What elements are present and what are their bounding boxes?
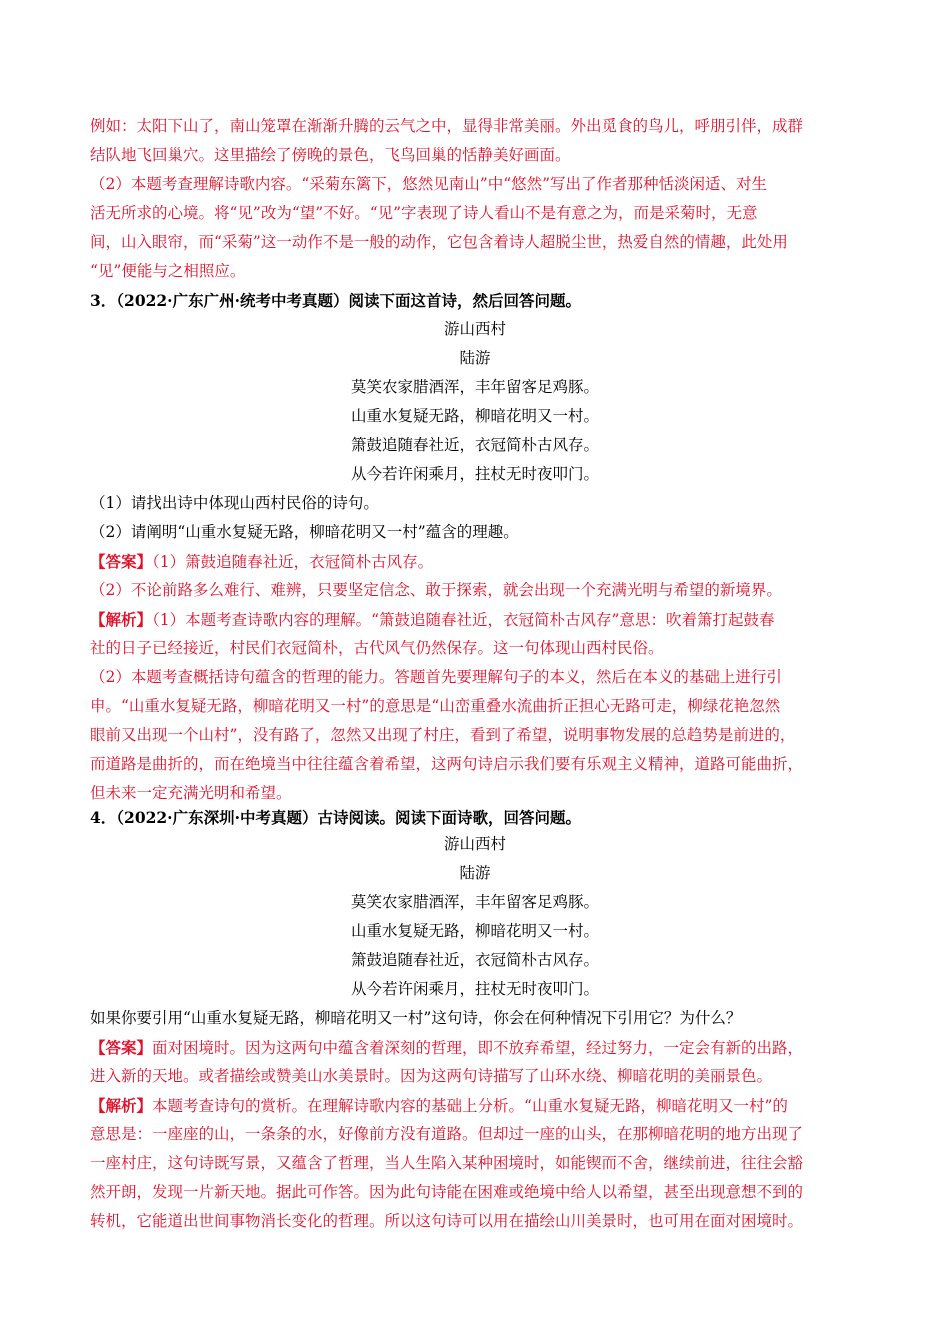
q4-poem-line: 莫笑农家腊酒浑，丰年留客足鸡豚。 — [350, 893, 599, 911]
q3-analysis-text: （1）本题考查诗歌内容的理解。“箫鼓追随春社近，衣冠简朴古风存”意思：吹着箫打起鼓春 — [152, 611, 775, 629]
q3-analysis-line: 社的日子已经接近，村民们衣冠简朴，古代风气仍然保存。这一句体现山西村民俗。 — [90, 639, 664, 657]
q3-analysis — [90, 605, 860, 634]
prev-analysis-line: 活无所求的心境。将“见”改为“望”不好。“见”字表现了诗人看山不是有意之为，而是采菊时，无意 — [90, 204, 758, 222]
q4-poem-line: 箫鼓追随春社近，衣冠简朴古风存。 — [350, 951, 599, 969]
prev-analysis-line: （2）本题考查理解诗歌内容。“采菊东篱下，悠然见南山”中“悠然”写出了作者那种恬淡闲适、对生 — [90, 175, 768, 193]
q4-answer — [90, 1033, 860, 1062]
q3-poem-line: 从今若许闲乘月，拄杖无时夜叩门。 — [350, 465, 599, 483]
q4-poem-line: 从今若许闲乘月，拄杖无时夜叩门。 — [350, 980, 599, 998]
prev-analysis-line: 例如：太阳下山了，南山笼罩在渐渐升腾的云气之中，显得非常美丽。外出觅食的鸟儿，呼朋引伴，成群 — [90, 117, 804, 135]
question-3-header: 3．（2022·广东广州·统考中考真题）阅读下面这首诗，然后回答问题。 — [90, 291, 581, 310]
q4-answer-text: 面对困境时。因为这两句中蕴含着深刻的哲理，即不放弃希望，经过努力，一定会有新的出路， — [152, 1039, 804, 1057]
q3-question-1: （1）请找出诗中体现山西村民俗的诗句。 — [90, 494, 379, 512]
prev-analysis-line: 间，山入眼帘，而“采菊”这一动作不是一般的动作，它包含着诗人超脱尘世，热爱自然的情趣，此处用 — [90, 233, 788, 251]
analysis-tag: 【解析】 — [90, 610, 153, 629]
q4-question: 如果你要引用“山重水复疑无路，柳暗花明又一村”这句诗，你会在何种情况下引用它？为什么？ — [90, 1009, 742, 1027]
answer-tag: 【答案】 — [90, 552, 153, 571]
prev-analysis-line: 结队地飞回巢穴。这里描绘了傍晚的景色，飞鸟回巢的恬静美好画面。 — [90, 146, 571, 164]
q3-poem-line: 莫笑农家腊酒浑，丰年留客足鸡豚。 — [350, 378, 599, 396]
q3-analysis-line: 而道路是曲折的，而在绝境当中往往蕴含着希望，这两句诗启示我们要有乐观主义精神，道路可能曲折， — [90, 755, 804, 773]
q3-analysis-line: 但未来一定充满光明和希望。 — [90, 784, 292, 802]
q3-answer — [90, 547, 860, 576]
q3-poem-line: 箫鼓追随春社近，衣冠简朴古风存。 — [350, 436, 599, 454]
q4-analysis-line: 转机，它能道出世间事物消长变化的哲理。所以这句诗可以用在描绘山川美景时，也可用在面对困境时。 — [90, 1212, 804, 1230]
q4-answer-line: 进入新的天地。或者描绘或赞美山水美景时。因为这两句诗描写了山环水绕、柳暗花明的美丽景色。 — [90, 1067, 773, 1085]
q4-analysis-line: 然开朗，发现一片新天地。据此可作答。因为此句诗能在困难或绝境中给人以希望，甚至出现意想不到的 — [90, 1183, 804, 1201]
q3-poem-title: 游山西村 — [443, 320, 506, 338]
q4-poem-line: 山重水复疑无路，柳暗花明又一村。 — [350, 922, 599, 940]
prev-analysis-line: “见”便能与之相照应。 — [90, 262, 246, 280]
q3-analysis-line: 申。“山重水复疑无路，柳暗花明又一村”的意思是“山峦重叠水流曲折正担心无路可走，柳绿花艳忽然 — [90, 697, 781, 715]
q3-answer-text: （1）箫鼓追随春社近，衣冠简朴古风存。 — [152, 553, 434, 571]
q4-analysis — [90, 1091, 860, 1120]
question-4-header: 4．（2022·广东深圳·中考真题）古诗阅读。阅读下面诗歌，回答问题。 — [90, 808, 581, 827]
answer-tag: 【答案】 — [90, 1038, 153, 1057]
q3-analysis-line: （2）本题考查概括诗句蕴含的哲理的能力。答题首先要理解句子的本义，然后在本义的基础上进行引 — [90, 668, 782, 686]
q3-poem-author: 陆游 — [459, 349, 491, 367]
q4-analysis-line: 意思是：一座座的山，一条条的水，好像前方没有道路。但却过一座的山头，在那柳暗花明的地方出现了 — [90, 1125, 804, 1143]
analysis-tag: 【解析】 — [90, 1096, 153, 1115]
q3-answer-line: （2）不论前路多么难行、难辨，只要坚定信念、敢于探索，就会出现一个充满光明与希望的新境界。 — [90, 581, 782, 599]
q3-analysis-line: 眼前又出现一个山村”，没有路了，忽然又出现了村庄，看到了希望，说明事物发展的总趋势是前进的， — [90, 726, 796, 744]
q4-poem-author: 陆游 — [459, 864, 491, 882]
q3-poem-line: 山重水复疑无路，柳暗花明又一村。 — [350, 407, 599, 425]
q4-analysis-line: 一座村庄，这句诗既写景，又蕴含了哲理，当人生陷入某种困境时，如能锲而不舍，继续前进，往往会豁 — [90, 1154, 804, 1172]
q4-analysis-text: 本题考查诗句的赏析。在理解诗歌内容的基础上分析。“山重水复疑无路，柳暗花明又一村”的 — [152, 1097, 788, 1115]
q3-question-2: （2）请阐明“山重水复疑无路，柳暗花明又一村”蕴含的理趣。 — [90, 523, 519, 541]
q4-poem-title: 游山西村 — [443, 835, 506, 853]
